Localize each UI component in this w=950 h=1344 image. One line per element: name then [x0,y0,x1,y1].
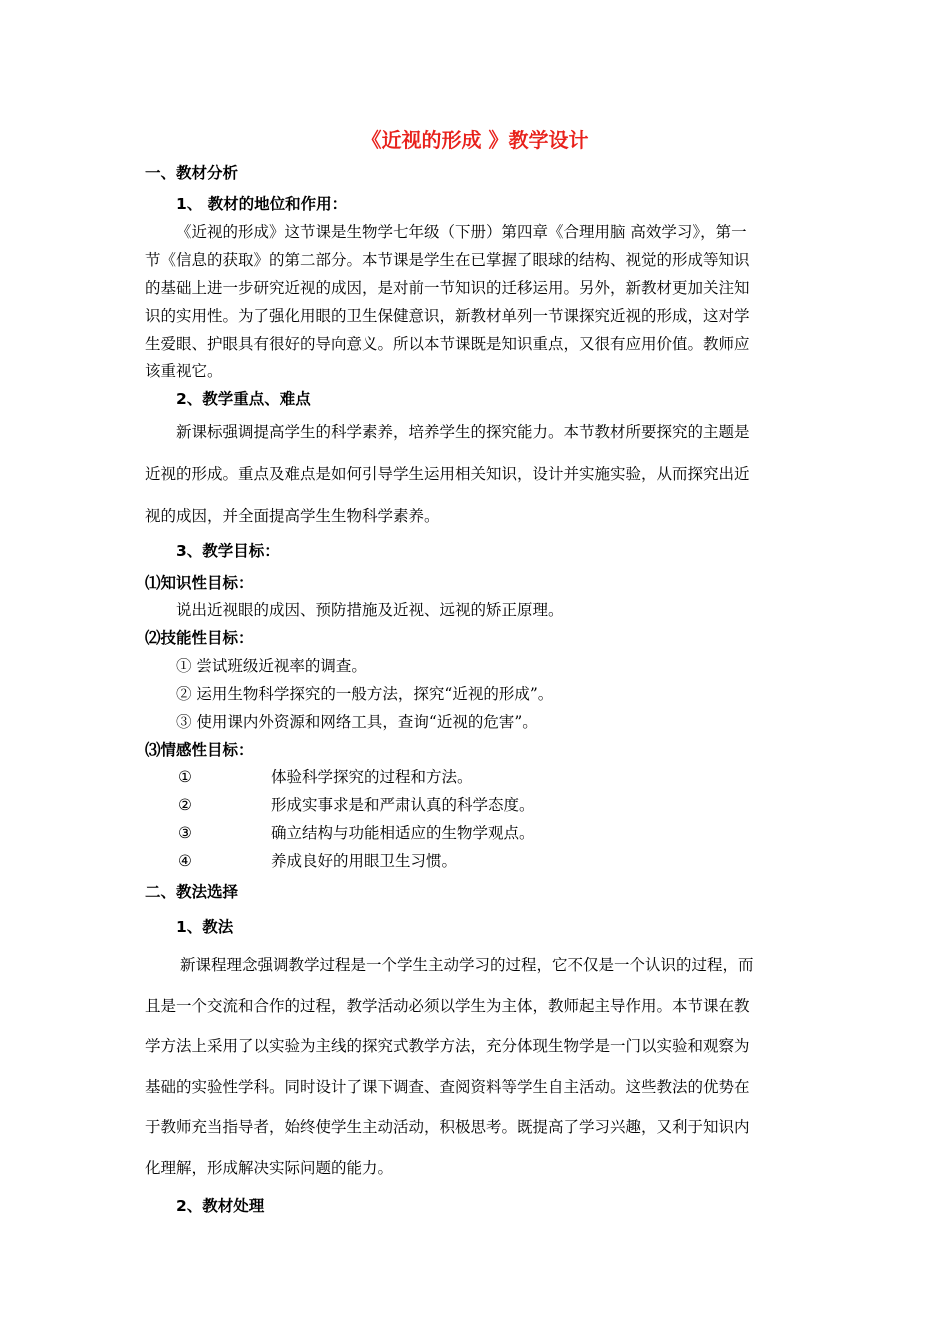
document-title: 《近视的形成 》教学设计 [361,128,589,152]
goal-3-item-text: 体验科学探究的过程和方法。 [271,768,473,786]
paragraph-line: 视的成因，并全面提高学生生物科学素养。 [145,507,440,525]
goal-3-item-number: ③ [178,824,192,842]
paragraph-line: 该重视它。 [145,362,223,380]
paragraph-line: 节《信息的获取》的第二部分。本节课是学生在已掌握了眼球的结构、视觉的形成等知识 [145,251,750,269]
goal-2-item: ① 尝试班级近视率的调查。 [176,657,367,675]
goal-3-item-text: 形成实事求是和严肃认真的科学态度。 [271,796,535,814]
section-1-1-heading: 1、 教材的地位和作用： [176,195,348,213]
goal-2-heading: ⑵技能性目标： [145,629,254,647]
paragraph-line: 于教师充当指导者，始终使学生主动活动，积极思考。既提高了学习兴趣，又利于知识内 [145,1118,750,1136]
paragraph-line: 近视的形成。重点及难点是如何引导学生运用相关知识，设计并实施实验，从而探究出近 [145,465,750,483]
goal-2-item: ② 运用生物科学探究的一般方法，探究“近视的形成”。 [176,685,554,703]
section-1-heading: 一、教材分析 [145,164,239,182]
goal-3-item-text: 确立结构与功能相适应的生物学观点。 [271,824,535,842]
paragraph-line: 识的实用性。为了强化用眼的卫生保健意识，新教材单列一节课探究近视的形成，这对学 [145,307,750,325]
goal-3-item-number: ② [178,796,192,814]
paragraph-line: 生爱眼、护眼具有很好的导向意义。所以本节课既是知识重点，又很有应用价值。教师应 [145,335,750,353]
paragraph-line: 新课程理念强调教学过程是一个学生主动学习的过程，它不仅是一个认识的过程，而 [180,956,754,974]
section-2-2-heading: 2、教材处理 [176,1197,265,1215]
goal-3-heading: ⑶情感性目标： [145,741,254,759]
paragraph-line: 化理解，形成解决实际问题的能力。 [145,1159,394,1177]
paragraph-line: 基础的实验性学科。同时设计了课下调查、查阅资料等学生自主活动。这些教法的优势在 [145,1078,750,1096]
paragraph-line: 的基础上进一步研究近视的成因，是对前一节知识的迁移运用。另外，新教材更加关注知 [145,279,750,297]
goal-1-heading: ⑴知识性目标： [145,574,254,592]
goal-1-text: 说出近视眼的成因、预防措施及近视、远视的矫正原理。 [176,601,564,619]
paragraph-line: 新课标强调提高学生的科学素养，培养学生的探究能力。本节教材所要探究的主题是 [176,423,750,441]
section-2-heading: 二、教法选择 [145,883,239,901]
paragraph-line: 《近视的形成》这节课是生物学七年级（下册）第四章《合理用脑 高效学习》，第一 [176,223,747,241]
paragraph-line: 且是一个交流和合作的过程，教学活动必须以学生为主体，教师起主导作用。本节课在教 [145,997,750,1015]
section-1-2-heading: 2、教学重点、难点 [176,390,311,408]
goal-3-item-number: ④ [178,852,192,870]
paragraph-line: 学方法上采用了以实验为主线的探究式教学方法，充分体现生物学是一门以实验和观察为 [145,1037,750,1055]
section-2-1-heading: 1、教法 [176,918,234,936]
goal-3-item-number: ① [178,768,192,786]
goal-3-item-text: 养成良好的用眼卫生习惯。 [271,852,458,870]
section-1-3-heading: 3、教学目标： [176,542,280,560]
goal-2-item: ③ 使用课内外资源和网络工具，查询“近视的危害”。 [176,713,538,731]
